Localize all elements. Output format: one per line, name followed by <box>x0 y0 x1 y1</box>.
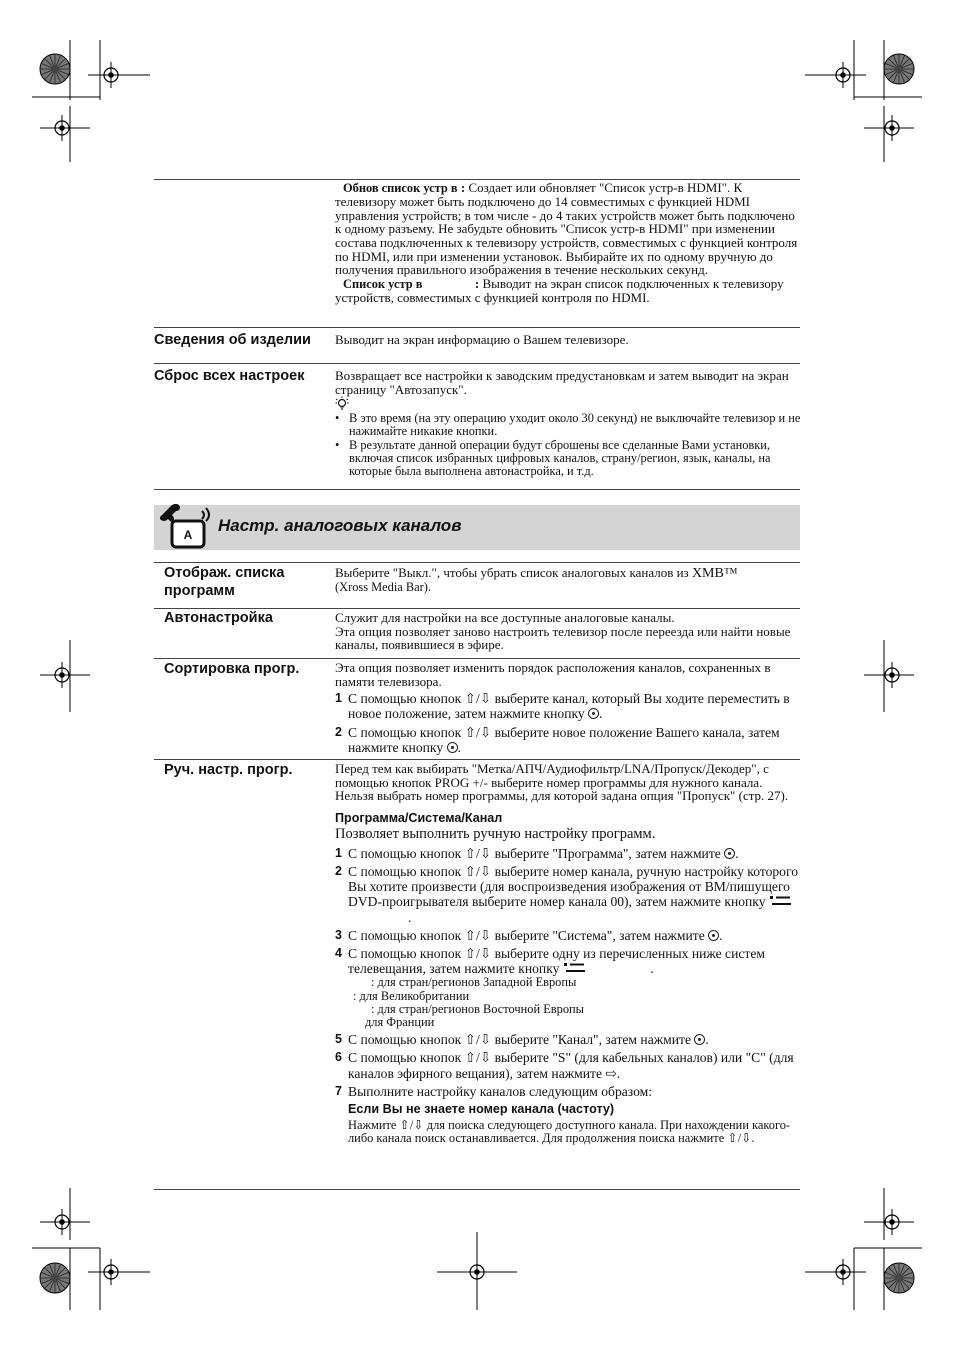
row-divider <box>154 759 800 760</box>
step-number: 4 <box>335 946 342 960</box>
analog-setup-icon <box>158 503 216 551</box>
step-text: С помощью кнопок ⇧/⇩ выберите "Канал", затем нажмите <box>348 1032 691 1048</box>
unknown-channel-subhead: Если Вы не знаете номер канала (частоту) <box>348 1102 615 1117</box>
analog-icon-letter: A <box>183 528 193 542</box>
hdmi-list-text: Выводит на экран список подключенных к телевизору устройств, совместимых с функцией контроля по HDMI. <box>335 275 784 305</box>
row-divider <box>154 327 800 328</box>
manual-intro: Перед тем как выбирать "Метка/АПЧ/Аудиофильтр/LNA/Пропуск/Декодер", с помощью кнопок PROG +/- выберите номер программы для нужного канала. Нельзя выбрать номер программы, для которой задана опция "Пропуск" (стр. 27). <box>335 761 789 804</box>
hdmi-block <box>335 181 803 305</box>
step-text: Выполните настройку каналов следующим образом: <box>348 1083 653 1099</box>
sort-step: 2 С помощью кнопок ⇧/⇩ выберите новое положение Вашего канала, затем нажмите кнопку . <box>335 724 780 755</box>
step-text: С помощью кнопок ⇧/⇩ выберите канал, который Вы ходите переместить в новое положение, затем нажмите кнопку <box>348 691 790 722</box>
hdmi-update-text: Создает или обновляет "Список устр-в HDMI". К телевизору может быть подключено до 14 совместимых с функцией HDMI управления устройств; в том числе - до 4 таких устройств может быть подключено к одному разъему. Не забудьте обновить "Список устр-в HDMI" при изменении состава подключенных к телевизору устройств, совместимых с функцией контроля по HDMI, или при изменении установок. Выбирайте их по одному вручную до получения правильного изображения в течение нескольких секунд. <box>335 180 798 278</box>
step-number: 2 <box>335 863 342 878</box>
reset-tip-1: • В это время (на эту операцию уходит около 30 секунд) не выключайте телевизор и не нажимайте никакие кнопки. <box>335 412 803 438</box>
step-text: С помощью кнопок ⇧/⇩ выберите "S" (для кабельных каналов) или "C" (для каналов эфирного вещания), затем нажмите ⇨. <box>348 1050 794 1081</box>
product-info-label: Сведения об изделии <box>154 332 311 348</box>
product-info-text: Выводит на экран информацию о Вашем телевизоре. <box>335 332 629 347</box>
sort-label: Сортировка прогр. <box>164 661 300 677</box>
manual-step: 5 С помощью кнопок ⇧/⇩ выберите "Канал", затем нажмите . <box>335 1032 709 1048</box>
factory-reset-label: Сброс всех настроек <box>154 368 305 384</box>
tv-systems-list <box>349 976 803 1029</box>
program-list-text: Выберите "Выкл.", чтобы убрать список аналоговых каналов из <box>335 565 689 580</box>
hdmi-update-colon: : <box>460 180 466 195</box>
auto-tuning-label: Автонастройка <box>164 610 273 626</box>
section-header-bar <box>154 505 800 550</box>
unknown-channel-text: Нажмите ⇧/⇩ для поиска следующего доступного канала. При нахождении какого-либо канала поиск останавливается. Для продолжения поиска нажмите ⇧/⇩. <box>348 1118 791 1146</box>
sort-intro: Эта опция позволяет изменить порядок расположения каналов, сохраненных в памяти телевизора. <box>335 660 771 689</box>
section-end-rule <box>154 489 800 490</box>
factory-reset-text: Возвращает все настройки к заводским предустановкам и затем выводит на экран страницу "Автозапуск". <box>335 368 789 397</box>
sort-block <box>335 661 803 755</box>
xmb-label: XMB™ <box>691 566 738 581</box>
manual-label: Руч. настр. прогр. <box>164 762 293 778</box>
manual-step: 3 С помощью кнопок ⇧/⇩ выберите "Система", затем нажмите . <box>335 927 723 943</box>
manual-subhead: Программа/Система/Канал <box>335 810 503 825</box>
factory-reset-block <box>335 369 803 478</box>
hdmi-list-colon: : <box>474 275 480 291</box>
step-number: 1 <box>335 845 342 860</box>
manual-step: 4 С помощью кнопок ⇧/⇩ выберите одну из перечисленных ниже систем телевещания, затем нажмите кнопку . <box>335 946 765 977</box>
enter-icon <box>588 708 599 719</box>
tv-system-item: для Франции <box>365 1015 435 1030</box>
auto-tuning-text-1: Служит для настройки на все доступные аналоговые каналы. <box>335 610 675 625</box>
step-text: С помощью кнопок ⇧/⇩ выберите новое положение Вашего канала, затем нажмите кнопку <box>348 724 780 755</box>
step-number: 2 <box>335 724 342 739</box>
return-icon <box>770 895 792 907</box>
hdmi-list-label: Список устр в <box>343 276 423 291</box>
manual-step: 1 С помощью кнопок ⇧/⇩ выберите "Программа", затем нажмите . <box>335 845 739 861</box>
xmb-full-name: (Xross Media Bar). <box>335 579 432 594</box>
section-title: Настр. аналоговых каналов <box>218 516 462 535</box>
tv-system-item: : для стран/регионов Восточной Европы <box>371 1001 584 1016</box>
sort-step: 1 С помощью кнопок ⇧/⇩ выберите канал, который Вы ходите переместить в новое положение, затем нажмите кнопку . <box>335 691 790 722</box>
step-number: 5 <box>335 1032 342 1047</box>
tv-system-item: : для стран/регионов Западной Европы <box>371 975 577 990</box>
row-divider <box>154 363 800 364</box>
step-number: 3 <box>335 927 342 942</box>
reset-tip-2: • В результате данной операции будут сброшены все сделанные Вами установки, включая список избранных цифровых каналов, страну/регион, язык, каналы, на которые была выполнена автонастройка, и т.д. <box>335 439 803 479</box>
lightbulb-icon <box>335 396 803 412</box>
manual-step: 2 С помощью кнопок ⇧/⇩ выберите номер канала, ручную настройку которого Вы хотите произвести (для воспроизведения изображения от ВМ/пишущего DVD-проигрывателя выберите номер канала 00), затем нажмите кнопку . <box>335 863 799 925</box>
step-text: С помощью кнопок ⇧/⇩ выберите одну из перечисленных ниже систем телевещания, затем нажмите кнопку <box>348 946 765 977</box>
step-text: С помощью кнопок ⇧/⇩ выберите номер канала, ручную настройку которого Вы хотите произвести (для воспроизведения изображения от ВМ/пишущего DVD-проигрывателя выберите номер канала 00), затем нажмите кнопку <box>348 863 799 910</box>
enter-icon <box>694 1034 705 1045</box>
manual-step <box>335 1084 803 1099</box>
manual-block <box>335 762 803 1145</box>
hdmi-update-para <box>335 181 803 277</box>
tv-system-item: : для Великобритании <box>353 988 470 1003</box>
step-number: 6 <box>335 1050 342 1065</box>
auto-tuning-block <box>335 611 803 652</box>
step-text: С помощью кнопок ⇧/⇩ выберите "Система", затем нажмите <box>348 927 705 943</box>
enter-icon <box>447 742 458 753</box>
step-text: С помощью кнопок ⇧/⇩ выберите "Программа", затем нажмите <box>348 845 721 861</box>
manual-subtext: Позволяет выполнить ручную настройку программ. <box>335 825 656 842</box>
row-divider <box>154 658 800 659</box>
enter-icon <box>724 848 735 859</box>
step-number: 1 <box>335 691 342 706</box>
enter-icon <box>708 930 719 941</box>
manual-step <box>335 1050 803 1080</box>
hdmi-list-para <box>335 277 803 305</box>
program-list-label: Отображ. списка программ <box>164 565 285 599</box>
step-number: 7 <box>335 1083 342 1098</box>
bottom-rule <box>154 1189 800 1190</box>
section-top-rule <box>154 562 800 563</box>
program-list-block <box>335 566 803 594</box>
return-icon <box>564 962 586 974</box>
hdmi-update-label: Обнов список устр в <box>343 181 458 195</box>
auto-tuning-text-2: Эта опция позволяет заново настроить телевизор после переезда или найти новые каналы, появившиеся в эфире. <box>335 623 791 653</box>
